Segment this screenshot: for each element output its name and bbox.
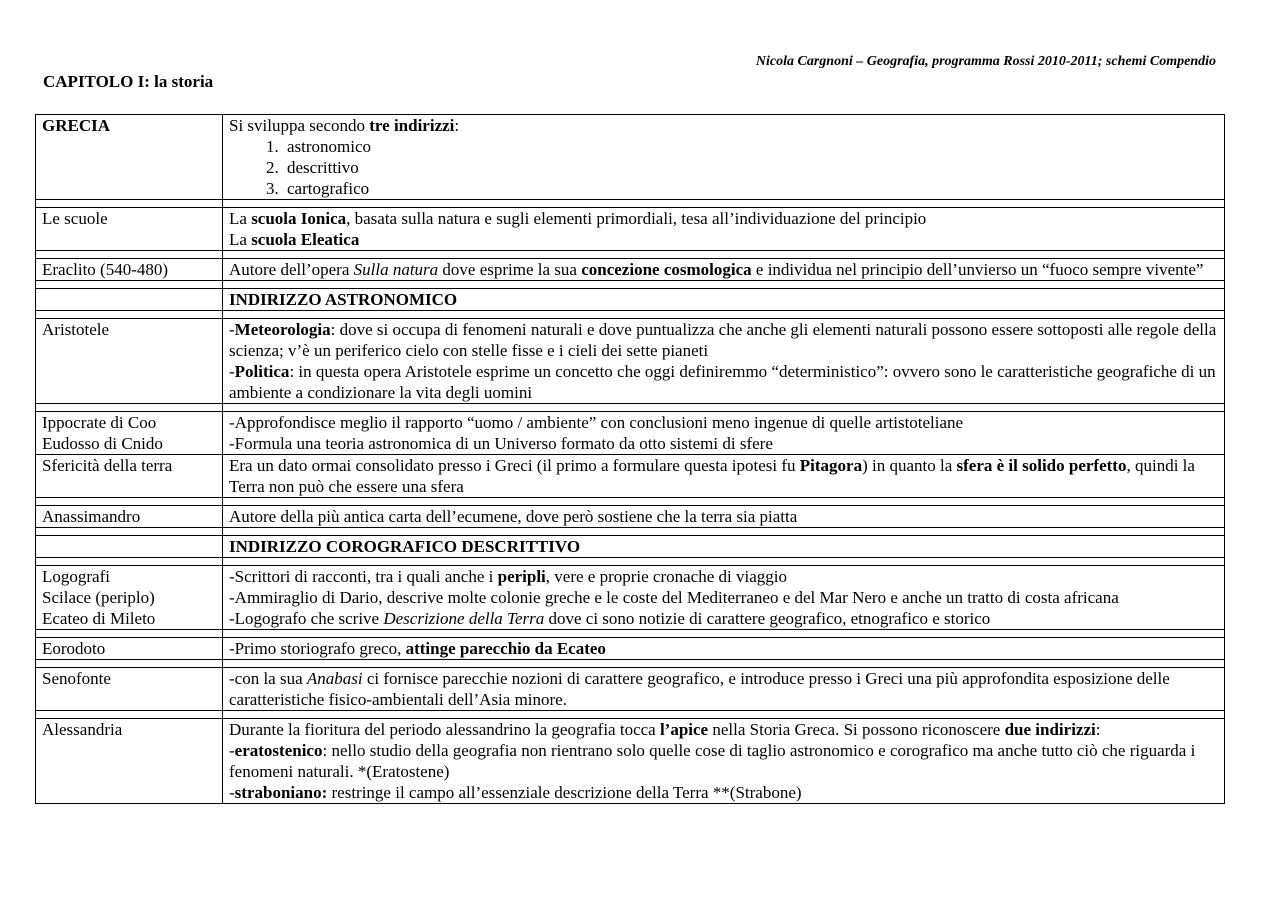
label-line: Scilace (periplo) bbox=[42, 588, 155, 607]
text-fragment: : in questa opera Aristotele esprime un concetto che oggi definiremmo “deterministico”: ovvero sono le caratteristiche geografiche di un ambiente a condizionare la vita degli uomini bbox=[229, 362, 1216, 402]
table-spacer-row bbox=[36, 660, 1225, 668]
table-row-anassimandro bbox=[36, 506, 1225, 528]
row-label-alessandria: Alessandria bbox=[36, 719, 223, 804]
table-row-section-corografico bbox=[36, 536, 1225, 558]
text-fragment: ) in quanto la bbox=[862, 456, 957, 475]
text-fragment: , basata sulla natura e sugli elementi primordiali, tesa all’individuazione del principio bbox=[346, 209, 927, 228]
row-label-scuole: Le scuole bbox=[36, 208, 223, 251]
label-line: Ippocrate di Coo bbox=[42, 413, 157, 432]
table-row-ippocrate-eudosso bbox=[36, 412, 1225, 455]
bold-term: Politica bbox=[234, 362, 290, 381]
table-spacer-row bbox=[36, 404, 1225, 412]
row-content-anassimandro: Autore della più antica carta dell’ecumene, dove però sostiene che la terra sia piatta bbox=[223, 506, 1225, 528]
bold-term: concezione cosmologica bbox=[581, 260, 752, 279]
row-content-grecia bbox=[223, 115, 1225, 200]
italic-title: Sulla natura bbox=[353, 260, 439, 279]
text-fragment: : dove si occupa di fenomeni naturali e dove puntualizza che anche gli elementi naturali possono essere sottoposti alle regole della scienza; v’è un periferico cielo con stelle fisse e i cieli dei sette pianeti bbox=[229, 320, 1217, 360]
row-label-ippocrate-eudosso bbox=[36, 412, 223, 455]
section-heading-corografico: INDIRIZZO COROGRAFICO DESCRITTIVO bbox=[223, 536, 1225, 558]
bold-term: eratostenico bbox=[234, 741, 323, 760]
text-fragment: dove esprime la sua bbox=[438, 260, 582, 279]
italic-title: Anabasi bbox=[306, 669, 363, 688]
text-fragment: La bbox=[229, 209, 252, 228]
text-fragment: La bbox=[229, 230, 252, 249]
table-spacer-row bbox=[36, 498, 1225, 506]
bold-term: l’apice bbox=[659, 720, 709, 739]
label-line: Eudosso di Cnido bbox=[42, 434, 163, 453]
text-fragment: nella Storia Greca. Si possono riconoscere bbox=[708, 720, 1005, 739]
row-label-erodoto: Eorodoto bbox=[36, 638, 223, 660]
text-fragment: - bbox=[229, 741, 235, 760]
bold-term: Meteorologia bbox=[234, 320, 331, 339]
row-label-sfericita: Sfericità della terra bbox=[36, 455, 223, 498]
text-fragment: Autore dell’opera bbox=[229, 260, 354, 279]
row-content-ippocrate-eudosso bbox=[223, 412, 1225, 455]
table-row-alessandria bbox=[36, 719, 1225, 804]
table-row-grecia bbox=[36, 115, 1225, 200]
row-label-logografi bbox=[36, 566, 223, 630]
text-fragment: : nello studio della geografia non rientrano solo quelle cose di taglio astronomico e corografico ma anche tutto ciò che riguarda i fenomeni naturali. *(Eratostene) bbox=[229, 741, 1196, 781]
table-spacer-row bbox=[36, 528, 1225, 536]
content-line bbox=[229, 740, 1218, 782]
row-content-logografi bbox=[223, 566, 1225, 630]
row-content-sfericita bbox=[223, 455, 1225, 498]
content-line bbox=[229, 719, 1218, 740]
text-fragment: restringe il campo all’essenziale descrizione della Terra **(Strabone) bbox=[327, 783, 802, 802]
bold-term: scuola Ionica bbox=[251, 209, 347, 228]
text-fragment: ci fornisce parecchie nozioni di carattere geografico, e introduce presso i Greci una più approfondita esposizione delle caratteristiche fisico-ambientali dell’Asia minore. bbox=[229, 669, 1170, 709]
empty-label-cell bbox=[36, 536, 223, 558]
table-spacer-row bbox=[36, 311, 1225, 319]
row-label-senofonte: Senofonte bbox=[36, 668, 223, 711]
table-spacer-row bbox=[36, 281, 1225, 289]
table-spacer-row bbox=[36, 558, 1225, 566]
row-content-scuole bbox=[223, 208, 1225, 251]
bold-term: due indirizzi bbox=[1004, 720, 1096, 739]
bold-term: straboniano: bbox=[234, 783, 328, 802]
bold-term: attinge parecchio da Ecateo bbox=[405, 639, 606, 658]
grecia-indirizzi-list bbox=[229, 136, 1218, 199]
table-spacer-row bbox=[36, 200, 1225, 208]
section-heading-astronomico: INDIRIZZO ASTRONOMICO bbox=[223, 289, 1225, 311]
document-header-note: Nicola Cargnoni – Geografia, programma Rossi 2010-2011; schemi Compendio bbox=[755, 54, 1216, 69]
row-content-alessandria bbox=[223, 719, 1225, 804]
empty-label-cell bbox=[36, 289, 223, 311]
aristotele-line-politica bbox=[229, 361, 1218, 403]
grecia-intro-text: Si sviluppa secondo bbox=[229, 116, 370, 135]
bold-term: scuola Eleatica bbox=[251, 230, 360, 249]
content-line bbox=[229, 782, 1218, 803]
table-row-eraclito bbox=[36, 259, 1225, 281]
label-line: Logografi bbox=[42, 567, 110, 586]
text-fragment: , quindi la Terra non può che essere una sfera bbox=[229, 456, 1195, 496]
text-fragment: - bbox=[229, 320, 235, 339]
row-content-aristotele bbox=[223, 319, 1225, 404]
table-row-section-astronomico bbox=[36, 289, 1225, 311]
table-spacer-row bbox=[36, 251, 1225, 259]
content-line: -Ammiraglio di Dario, descrive molte colonie greche e le coste del Mediterraneo e del Mar Nero e anche un tratto di costa africana bbox=[229, 588, 1119, 607]
label-line: Ecateo di Mileto bbox=[42, 609, 156, 628]
chapter-title: CAPITOLO I: la storia bbox=[43, 72, 214, 91]
content-line: -Formula una teoria astronomica di un Universo formato da otto sistemi di sfere bbox=[229, 434, 773, 453]
bold-term: sfera è il solido perfetto bbox=[956, 456, 1127, 475]
row-content-senofonte bbox=[223, 668, 1225, 711]
scuole-line-ionica bbox=[229, 208, 1218, 229]
table-row-erodoto bbox=[36, 638, 1225, 660]
bold-term: peripli bbox=[497, 567, 546, 586]
table-spacer-row bbox=[36, 630, 1225, 638]
text-fragment: -con la sua bbox=[229, 669, 307, 688]
grecia-intro-bold: tre indirizzi bbox=[369, 116, 455, 135]
table-row-senofonte bbox=[36, 668, 1225, 711]
bold-term: Pitagora bbox=[799, 456, 863, 475]
text-fragment: -Primo storiografo greco, bbox=[229, 639, 406, 658]
content-line bbox=[229, 608, 1218, 629]
text-fragment: -Scrittori di racconti, tra i quali anche i bbox=[229, 567, 498, 586]
table-row-aristotele bbox=[36, 319, 1225, 404]
text-fragment: : bbox=[1095, 720, 1101, 739]
table-spacer-row bbox=[36, 711, 1225, 719]
italic-title: Descrizione della Terra bbox=[383, 609, 545, 628]
text-fragment: Era un dato ormai consolidato presso i Greci (il primo a formulare questa ipotesi fu bbox=[229, 456, 800, 475]
text-fragment: Durante la fioritura del periodo alessandrino la geografia tocca bbox=[229, 720, 660, 739]
list-item: 3. cartografico bbox=[283, 178, 1218, 199]
text-fragment: , vere e proprie cronache di viaggio bbox=[545, 567, 787, 586]
list-item: 1. astronomico bbox=[283, 136, 1218, 157]
scuole-line-eleatica bbox=[229, 229, 1218, 250]
text-fragment: -Logografo che scrive bbox=[229, 609, 384, 628]
row-label-grecia: GRECIA bbox=[36, 115, 223, 200]
aristotele-line-meteorologia bbox=[229, 319, 1218, 361]
row-label-aristotele: Aristotele bbox=[36, 319, 223, 404]
row-label-anassimandro: Anassimandro bbox=[36, 506, 223, 528]
table-row-scuole bbox=[36, 208, 1225, 251]
content-line: -Approfondisce meglio il rapporto “uomo / ambiente” con conclusioni meno ingenue di quelle artistoteliane bbox=[229, 413, 964, 432]
text-fragment: dove ci sono notizie di carattere geografico, etnografico e storico bbox=[544, 609, 991, 628]
text-fragment: - bbox=[229, 362, 235, 381]
grecia-intro-end: : bbox=[454, 116, 460, 135]
row-content-eraclito bbox=[223, 259, 1225, 281]
table-row-sfericita bbox=[36, 455, 1225, 498]
row-label-eraclito: Eraclito (540-480) bbox=[36, 259, 223, 281]
text-fragment: e individua nel principio dell’unvierso un “fuoco sempre vivente” bbox=[751, 260, 1204, 279]
list-item: 2. descrittivo bbox=[283, 157, 1218, 178]
text-fragment: - bbox=[229, 783, 235, 802]
table-row-logografi bbox=[36, 566, 1225, 630]
history-schema-table bbox=[35, 114, 1225, 804]
content-line bbox=[229, 566, 1218, 587]
row-content-erodoto bbox=[223, 638, 1225, 660]
